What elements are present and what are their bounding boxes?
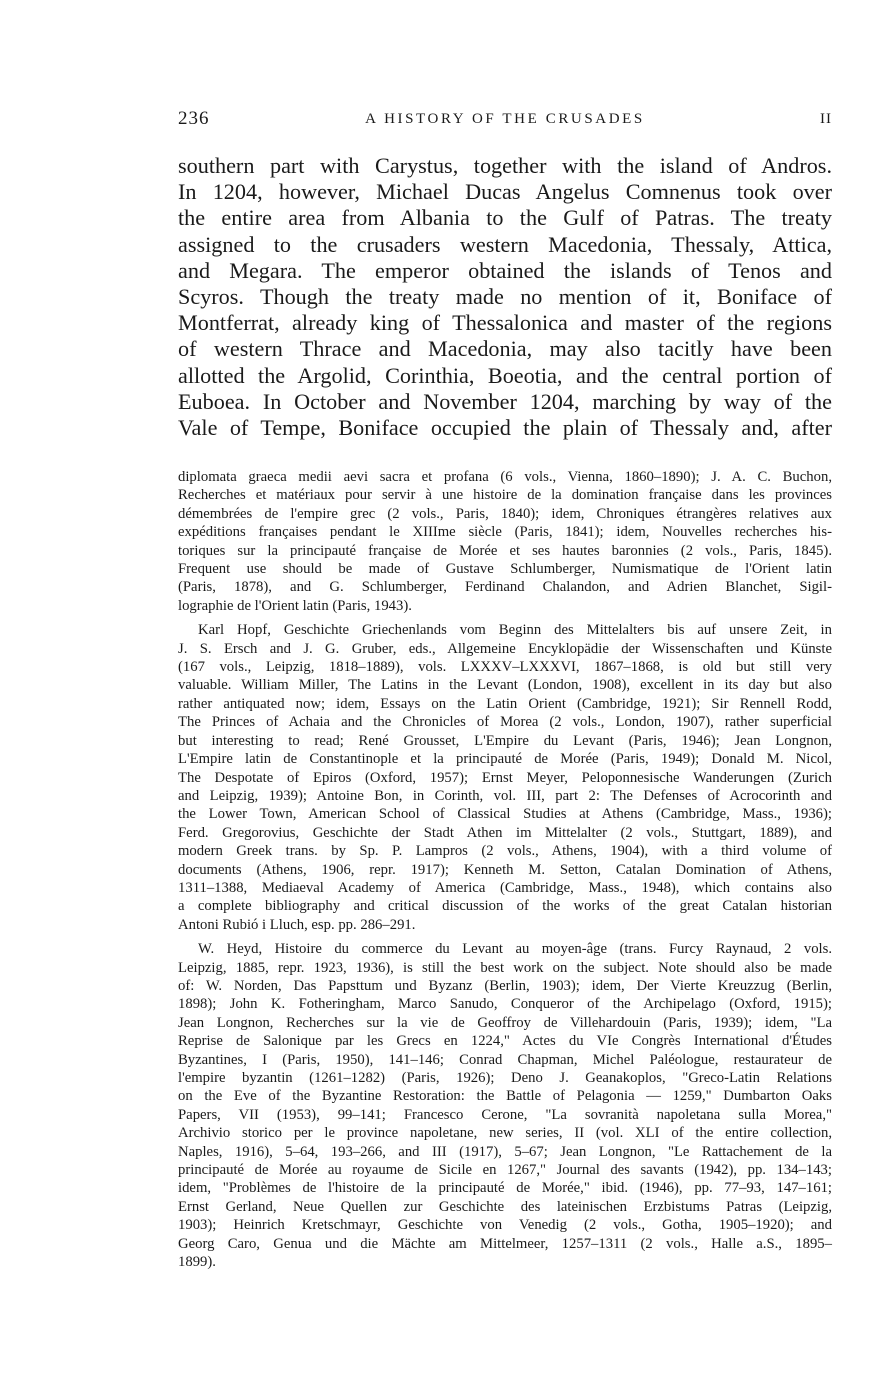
note-line: Karl Hopf, Geschichte Griechenlands vom Beginn des Mittelalters bis auf unsere Zeit, in	[198, 622, 832, 639]
body-line: the entire area from Albania to the Gulf of Patras. The treaty	[178, 205, 832, 231]
body-text	[178, 153, 832, 441]
note-line: Antoni Rubió i Lluch, esp. pp. 286–291.	[178, 916, 416, 933]
note-paragraph-1	[178, 468, 832, 615]
note-line: but interesting to read; René Grousset, L'Empire du Levant (Paris, 1946); Jean Longnon,	[178, 732, 832, 749]
note-line: Ernst Gerland, Neue Quellen zur Geschichte des lateinischen Erzbistums Patras (Leipzig,	[178, 1198, 832, 1215]
note-line: l'empire byzantin (1261–1282) (Paris, 1926); Deno J. Geanakoplos, "Greco-Latin Relations	[178, 1070, 832, 1086]
body-line: southern part with Carystus, together with the island of Andros.	[178, 153, 832, 178]
note-line: of: W. Norden, Das Papsttum und Byzanz (Berlin, 1903); idem, Der Vierte Kreuzzug (Berlin,	[178, 977, 832, 994]
note-line: J. S. Ersch and J. G. Gruber, eds., Allgemeine Encyklopädie der Wissenschaften und Künste	[178, 640, 832, 657]
body-line: assigned to the crusaders western Macedonia, Thessaly, Attica,	[178, 231, 832, 257]
note-line: (Paris, 1878), and G. Schlumberger, Ferdinand Chalandon, and Adrien Blanchet, Sigil-	[178, 579, 832, 596]
note-line: modern Greek trans. by Sp. P. Lampros (2 vols., Athens, 1904), with a third volume of	[178, 843, 832, 860]
note-line: 1311–1388, Mediaeval Academy of America (Cambridge, Mass., 1948), which contains also	[178, 879, 832, 896]
note-line: Naples, 1916), 5–64, 193–266, and III (1917), 5–67; Jean Longnon, "Le Rattachement de la	[178, 1143, 832, 1160]
note-line: Archivio storico per le province napoletane, new series, II (vol. XLI of the entire collection,	[178, 1125, 832, 1142]
note-line: and Leipzig, 1939); Antoine Bon, in Corinth, vol. III, part 2: The Defenses of Acrocorinth and	[178, 787, 832, 804]
note-line: Leipzig, 1885, repr. 1923, 1936), is still the best work on the subject. Note should also be made	[178, 959, 832, 976]
body-line: of western Thrace and Macedonia, may also tacitly have been	[178, 336, 832, 362]
note-line: idem, "Problèmes de l'histoire de la principauté de Morée," ibid. (1946), pp. 77–93, 147–161;	[178, 1180, 832, 1197]
note-line: a complete bibliography and critical discussion of the works of the great Catalan historian	[178, 898, 832, 915]
note-line: 1898); John K. Fotheringham, Marco Sanudo, Conqueror of the Archipelago (Oxford, 1915);	[178, 996, 832, 1013]
bibliographic-notes	[178, 468, 832, 1271]
note-line: 1899).	[178, 1254, 216, 1271]
body-line: Montferrat, already king of Thessalonica and master of the regions	[178, 310, 832, 336]
running-header	[178, 108, 832, 134]
note-line: démembrées de l'empire grec (2 vols., Paris, 1840); idem, Chroniques étrangères relatives aux	[178, 505, 832, 522]
note-line: rather antiquated now; idem, Essays on the Latin Orient (Cambridge, 1921); Sir Rennell Rodd,	[178, 695, 832, 712]
body-line: and Megara. The emperor obtained the islands of Tenos and	[178, 257, 832, 283]
note-line: (167 vols., Leipzig, 1818–1889), vols. LXXXV–LXXXVI, 1867–1868, is old but still very	[178, 659, 832, 676]
note-line: toriques sur la principauté française de Morée et ses hautes baronnies (2 vols., Paris, 1845).	[178, 542, 832, 559]
body-line: allotted the Argolid, Corinthia, Boeotia, and the central portion of	[178, 362, 832, 388]
note-paragraph-3	[178, 940, 832, 1271]
note-line: diplomata graeca medii aevi sacra et profana (6 vols., Vienna, 1860–1890); J. A. C. Buchon,	[178, 469, 832, 485]
note-line: The Princes of Achaia and the Chronicles of Morea (2 vols., London, 1907), rather superficial	[178, 714, 832, 731]
note-line: valuable. William Miller, The Latins in the Levant (London, 1908), excellent in its day but also	[178, 677, 832, 694]
note-line: Papers, VII (1953), 99–141; Francesco Cerone, "La sovranità napoletana sulla Morea,"	[178, 1106, 832, 1123]
note-line: Reprise de Salonique par les Grecs en 1224," Actes du VIe Congrès International d'Études	[178, 1033, 832, 1050]
note-line: Jean Longnon, Recherches sur la vie de Geoffroy de Villehardouin (Paris, 1939); idem, "La	[178, 1014, 832, 1031]
note-line: expéditions françaises pendant le XIIIme siècle (Paris, 1841); idem, Nouvelles recherches his-	[178, 524, 832, 541]
note-line: principauté de Morée au royaume de Sicile en 1267," Journal des savants (1942), pp. 134–143;	[178, 1162, 832, 1179]
body-line: In 1204, however, Michael Ducas Angelus Comnenus took over	[178, 179, 832, 205]
note-line: 1903); Heinrich Kretschmayr, Geschichte von Venedig (2 vols., Gotha, 1905–1920); and	[178, 1217, 832, 1234]
body-line: Euboea. In October and November 1204, marching by way of the	[178, 388, 832, 414]
page-number: 236	[178, 108, 210, 129]
note-line: Frequent use should be made of Gustave Schlumberger, Numismatique de l'Orient latin	[178, 561, 832, 578]
running-title: A HISTORY OF THE CRUSADES	[365, 111, 645, 127]
note-line: on the Eve of the Byzantine Restoration: the Battle of Pelagonia — 1259," Dumbarton Oaks	[178, 1088, 832, 1105]
note-line: Recherches et matériaux pour servir à une histoire de la domination française dans les provinces	[178, 487, 832, 504]
note-line: Byzantines, I (Paris, 1950), 141–146; Conrad Chapman, Michel Paléologue, restaurateur de	[178, 1051, 832, 1068]
volume-number: II	[820, 111, 832, 127]
note-line: documents (Athens, 1906, repr. 1917); Kenneth M. Setton, Catalan Domination of Athens,	[178, 861, 832, 878]
note-line: W. Heyd, Histoire du commerce du Levant au moyen-âge (trans. Furcy Raynaud, 2 vols.	[198, 941, 832, 958]
note-line: L'Empire latin de Constantinople et la principauté de Morée (Paris, 1949); Donald M. Nicol,	[178, 751, 832, 768]
note-line: Ferd. Gregorovius, Geschichte der Stadt Athen im Mittelalter (2 vols., Stuttgart, 1889), and	[178, 824, 832, 841]
note-line: The Despotate of Epiros (Oxford, 1957); Ernst Meyer, Peloponnesische Wanderungen (Zurich	[178, 769, 832, 786]
body-line: Scyros. Though the treaty made no mention of it, Boniface of	[178, 284, 832, 310]
body-line: Vale of Tempe, Boniface occupied the plain of Thessaly and, after	[178, 415, 832, 441]
note-line: lographie de l'Orient latin (Paris, 1943).	[178, 597, 412, 614]
note-line: the Lower Town, American School of Classical Studies at Athens (Cambridge, Mass., 1936);	[178, 806, 832, 823]
note-paragraph-2	[178, 621, 832, 934]
note-line: Georg Caro, Genua und die Mächte am Mittelmeer, 1257–1311 (2 vols., Halle a.S., 1895–	[178, 1235, 832, 1252]
